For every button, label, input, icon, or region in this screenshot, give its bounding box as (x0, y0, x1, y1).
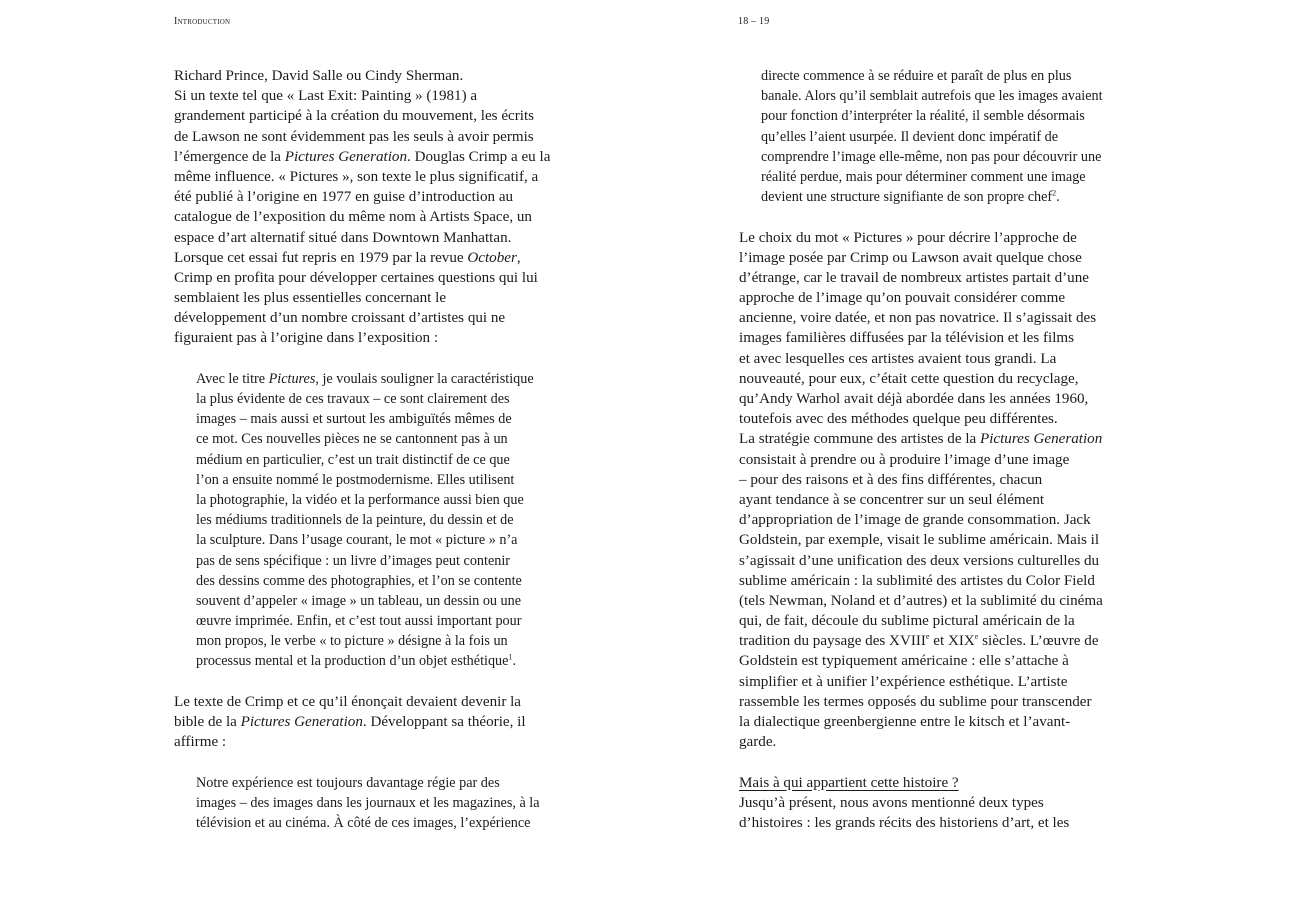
superscript: 1 (508, 652, 513, 662)
text-segment: processus mental et la production d’un objet esthétique (196, 653, 509, 670)
text-segment: les médiums traditionnels de la peinture, du dessin et de (196, 512, 514, 529)
text-line (739, 268, 1139, 288)
text-line (739, 692, 1139, 712)
quote-line (739, 127, 1139, 147)
text-segment: été publié à l’origine en 1977 en guise d’introduction au (174, 189, 514, 206)
text-segment: la plus évidente de ces travaux – ce sont clairement des (196, 391, 510, 407)
superscript: e (974, 632, 979, 642)
text-segment: souvent d’appeler « image » un tableau, un dessin ou une (196, 592, 522, 609)
text-line (174, 167, 574, 187)
text-segment: . (1056, 189, 1060, 206)
text-segment: ayant tendance à se concentrer sur un seul élément (739, 491, 1045, 508)
superscript: e (925, 632, 930, 642)
text-segment: d’histoires : les grands récits des historiens d’art, et les (739, 814, 1070, 831)
running-head-title: Introduction (174, 16, 231, 27)
text-segment: grandement participé à la création du mouvement, les écrits (174, 108, 535, 125)
text-segment: images familières diffusées par la télévision et les films (739, 330, 1075, 347)
text-segment: siècles. L’œuvre de (978, 633, 1099, 650)
text-line (739, 712, 1139, 732)
paragraph-gap (174, 752, 574, 772)
text-line (739, 288, 1139, 308)
italic-title: October (467, 249, 517, 266)
text-segment: catalogue de l’exposition du même nom à Artists Space, un (174, 209, 532, 226)
text-segment: consistait à prendre ou à produire l’image d’une image (739, 451, 1070, 468)
text-segment: qui, de fait, découle du sublime pictural américain de la (739, 613, 1075, 630)
text-segment: mon propos, le verbe « to picture » désigne à la fois un (196, 633, 508, 650)
text-segment: ce mot. Ces nouvelles pièces ne se cantonnent pas à un (196, 431, 508, 448)
text-line (174, 308, 574, 328)
text-segment: pour fonction d’interpréter la réalité, il semble désormais (761, 108, 1085, 125)
text-line (739, 369, 1139, 389)
text-line (174, 147, 574, 167)
text-line (739, 349, 1139, 369)
text-segment: semblaient les plus essentielles concernant le (174, 290, 447, 307)
text-line (739, 793, 1139, 813)
text-segment: images – mais aussi et surtout les ambiguïtés mêmes de (196, 411, 512, 428)
text-segment: La stratégie commune des artistes de la (739, 431, 980, 448)
superscript: 2 (1052, 188, 1057, 198)
text-segment: Goldstein, par exemple, visait le sublime américain. Mais il (739, 532, 1100, 549)
quote-line (174, 813, 574, 833)
text-segment: devient une structure signifiante de son propre chef (761, 189, 1053, 206)
right-page-text (739, 66, 1139, 833)
text-segment: même influence. « Pictures », son texte le plus significatif, a (174, 168, 539, 185)
quote-line (174, 409, 574, 429)
text-line (739, 530, 1139, 550)
text-segment: qu’Andy Warhol avait déjà abordée dans les années 1960, (739, 391, 1089, 407)
text-segment: l’émergence de la (174, 148, 285, 165)
text-line (174, 207, 574, 227)
text-segment: œuvre imprimée. Enfin, et c’est tout aussi important pour (196, 613, 522, 630)
text-line (739, 732, 1139, 752)
italic-title: Pictures (268, 370, 316, 387)
text-line (739, 571, 1139, 591)
text-segment: Le choix du mot « Pictures » pour décrire l’approche de (739, 229, 1077, 246)
text-line (739, 672, 1139, 692)
quote-line (174, 369, 574, 389)
quote-line (174, 470, 574, 490)
text-segment: Goldstein est typiquement américaine : elle s’attache à (739, 653, 1069, 670)
text-line (739, 551, 1139, 571)
text-segment: réalité perdue, mais pour déterminer comment une image (761, 168, 1086, 185)
quote-line (174, 450, 574, 470)
quote-line (739, 187, 1139, 207)
italic-title: Pictures Generation (980, 431, 1103, 448)
text-segment: Mais à qui appartient cette histoire ? (739, 774, 959, 791)
text-line (174, 187, 574, 207)
text-line (739, 228, 1139, 248)
italic-title: Pictures Generation (284, 148, 408, 165)
quote-line (174, 389, 574, 409)
text-segment: – pour des raisons et à des fins différentes, chacun (739, 471, 1043, 488)
quote-line (174, 551, 574, 571)
text-line (174, 66, 574, 86)
text-line (739, 248, 1139, 268)
text-segment: rassemble les termes opposés du sublime pour transcender (739, 693, 1092, 710)
text-segment: Lorsque cet essai fut repris en 1979 par la revue (174, 249, 468, 266)
text-line (174, 228, 574, 248)
text-segment: , je voulais souligner la caractéristique (315, 370, 534, 387)
text-line (174, 712, 574, 732)
text-segment: bible de la (174, 714, 241, 730)
text-segment: ancienne, voire datée, et non pas novatrice. Il s’agissait des (739, 310, 1097, 327)
text-line (174, 106, 574, 126)
text-segment: nouveauté, pour eux, c’était cette question du recyclage, (739, 370, 1079, 387)
text-line (174, 248, 574, 268)
text-segment: la photographie, la vidéo et la performance aussi bien que (196, 491, 524, 508)
quote-line (174, 651, 574, 671)
text-line (739, 470, 1139, 490)
text-segment: la dialectique greenbergienne entre le kitsch et l’avant- (739, 714, 1071, 730)
quote-line (739, 86, 1139, 106)
text-line (739, 611, 1139, 631)
quote-line (174, 611, 574, 631)
text-line (739, 429, 1139, 449)
quote-line (174, 631, 574, 651)
text-segment: d’étrange, car le travail de nombreux artistes partait d’une (739, 269, 1089, 286)
text-segment: Si un texte tel que « Last Exit: Painting » (1981) a (174, 88, 478, 105)
text-segment: (tels Newman, Noland et d’autres) et la sublimité du cinéma (739, 592, 1103, 609)
section-heading (739, 773, 1139, 793)
text-line (174, 268, 574, 288)
text-segment: approche de l’image qu’on pouvait considérer comme (739, 290, 1066, 307)
text-line (739, 490, 1139, 510)
text-line (739, 591, 1139, 611)
text-segment: médium en particulier, c’est un trait distinctif de ce que (196, 451, 510, 468)
quote-line (174, 793, 574, 813)
quote-line (739, 167, 1139, 187)
quote-line (739, 147, 1139, 167)
text-segment: télévision et au cinéma. À côté de ces images, l’expérience (196, 814, 531, 831)
text-line (739, 631, 1139, 651)
quote-line (174, 490, 574, 510)
text-segment: tradition du paysage des XVIII (739, 633, 926, 650)
text-segment: qu’elles l’aient usurpée. Il devient donc impératif de (761, 128, 1059, 145)
paragraph-gap (739, 752, 1139, 772)
text-segment: Jusqu’à présent, nous avons mentionné deux types (739, 794, 1044, 811)
text-line (174, 328, 574, 348)
text-line (739, 389, 1139, 409)
text-segment: comprendre l’image elle-même, non pas pour découvrir une (761, 148, 1102, 165)
text-segment: directe commence à se réduire et paraît de plus en plus (761, 68, 1072, 84)
quote-line (174, 510, 574, 530)
quote-line (739, 106, 1139, 126)
text-segment: et XIX (929, 633, 975, 650)
quote-line (174, 773, 574, 793)
quote-line (174, 530, 574, 550)
quote-line (739, 66, 1139, 86)
text-segment: pas de sens spécifique : un livre d’images peut contenir (196, 552, 511, 569)
text-segment: Notre expérience est toujours davantage régie par des (196, 774, 500, 791)
text-segment: . Développant sa théorie, il (362, 714, 526, 730)
text-line (174, 288, 574, 308)
text-line (739, 450, 1139, 470)
text-segment: toutefois avec des méthodes quelque peu différentes. (739, 411, 1058, 428)
text-line (174, 732, 574, 752)
text-segment: . (512, 653, 516, 670)
text-segment: et avec lesquelles ces artistes avaient tous grandi. La (739, 350, 1057, 367)
text-segment: banale. Alors qu’il semblait autrefois que les images avaient (761, 88, 1103, 105)
text-line (739, 328, 1139, 348)
italic-title: Pictures Generation (240, 714, 363, 730)
paragraph-gap (174, 672, 574, 692)
text-segment: des dessins comme des photographies, et l’on se contente (196, 572, 522, 589)
quote-line (174, 591, 574, 611)
text-line (739, 409, 1139, 429)
text-line (739, 813, 1139, 833)
text-segment: , (516, 249, 521, 266)
text-segment: s’agissait d’une unification des deux versions culturelles du (739, 552, 1100, 569)
text-segment: de Lawson ne sont évidemment pas les seuls à avoir permis (174, 128, 534, 145)
text-segment: garde. (739, 734, 777, 751)
page-numbers: 18 – 19 (738, 16, 770, 27)
paragraph-gap (739, 207, 1139, 227)
text-segment: simplifier et à unifier l’expérience esthétique. L’artiste (739, 673, 1068, 690)
paragraph-gap (174, 349, 574, 369)
text-segment: figuraient pas à l’origine dans l’exposition : (174, 330, 439, 347)
text-segment: espace d’art alternatif situé dans Downtown Manhattan. (174, 229, 512, 246)
left-page-text (174, 66, 574, 833)
text-segment: l’image posée par Crimp ou Lawson avait quelque chose (739, 249, 1082, 266)
text-segment: l’on a ensuite nommé le postmodernisme. Elles utilisent (196, 471, 515, 488)
text-segment: la sculpture. Dans l’usage courant, le mot « picture » n’a (196, 532, 518, 549)
text-line (739, 510, 1139, 530)
text-segment: Avec le titre (196, 370, 269, 387)
text-segment: affirme : (174, 734, 227, 751)
text-line (174, 692, 574, 712)
text-segment: Crimp en profita pour développer certaines questions qui lui (174, 269, 538, 286)
text-segment: sublime américain : la sublimité des artistes du Color Field (739, 572, 1095, 589)
quote-line (174, 429, 574, 449)
text-segment: développement d’un nombre croissant d’artistes qui ne (174, 310, 506, 327)
text-segment: Richard Prince, David Salle ou Cindy Sherman. (174, 68, 464, 84)
text-line (739, 651, 1139, 671)
text-segment: d’appropriation de l’image de grande consommation. Jack (739, 512, 1091, 529)
text-line (174, 86, 574, 106)
text-segment: . Douglas Crimp a eu la (407, 148, 551, 165)
text-line (174, 127, 574, 147)
quote-line (174, 571, 574, 591)
text-segment: Le texte de Crimp et ce qu’il énonçait devaient devenir la (174, 693, 522, 710)
text-line (739, 308, 1139, 328)
text-segment: images – des images dans les journaux et les magazines, à la (196, 794, 540, 811)
